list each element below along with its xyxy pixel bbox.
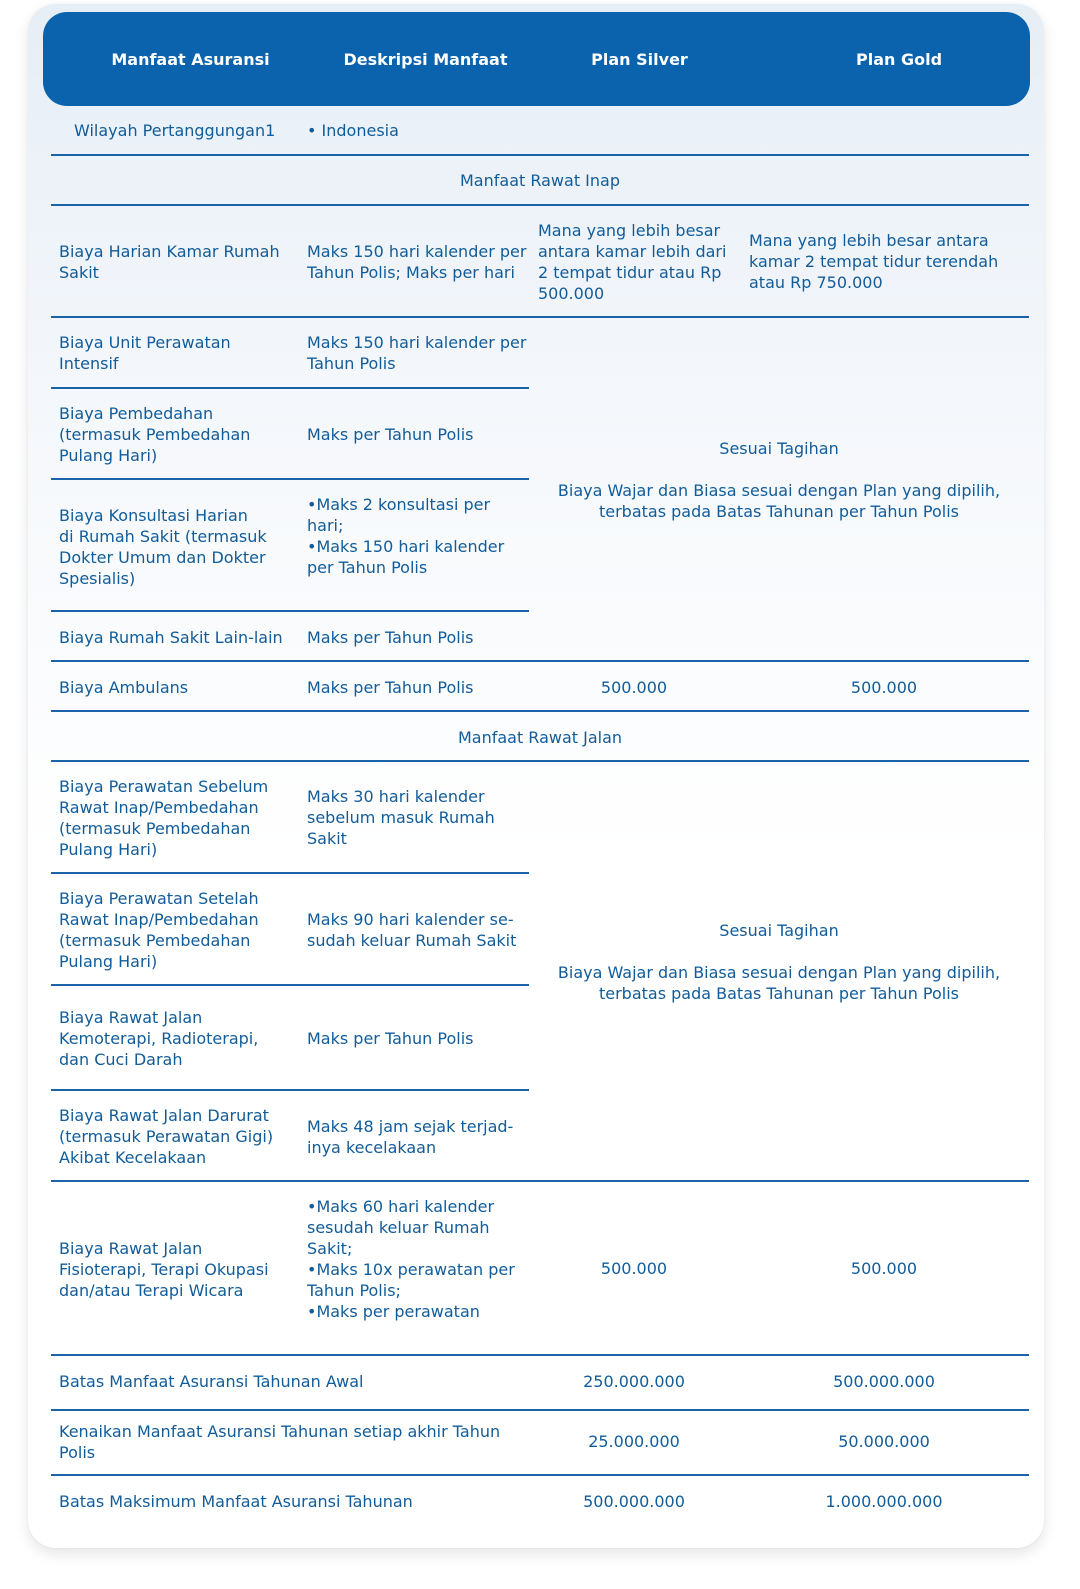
konsul-label-line: Spesialis) [59, 569, 136, 588]
merged-inap-note-line: terbatas pada Batas Tahunan per Tahun Polis [598, 502, 960, 521]
divider [51, 387, 529, 389]
kemo-label-line: dan Cuci Darah [59, 1050, 183, 1069]
sebelum-label-line: (termasuk Pembedahan [59, 819, 251, 838]
divider [51, 1409, 1029, 1411]
batas-max-label: Batas Maksimum Manfaat Asuransi Tahunan [59, 1492, 413, 1511]
icu-desc-line: Tahun Polis [307, 354, 396, 373]
kemo-label-line: Kemoterapi, Radioterapi, [59, 1029, 259, 1048]
batas-awal-label: Batas Manfaat Asuransi Tahunan Awal [59, 1372, 364, 1391]
divider [51, 760, 1029, 762]
kenaikan-label [59, 1421, 500, 1463]
divider [51, 1354, 1029, 1356]
darurat-desc [307, 1116, 513, 1158]
wilayah-label: Wilayah Pertanggungan1 [74, 121, 276, 140]
bedah-desc: Maks per Tahun Polis [307, 425, 474, 444]
icu-desc-line: Maks 150 hari kalender per [307, 333, 527, 352]
kamar-silver-line: 500.000 [538, 284, 605, 303]
divider [51, 204, 1029, 206]
fisio-label-line: Biaya Rawat Jalan [59, 1239, 203, 1258]
merged-inap-title: Sesuai Tagihan [719, 439, 839, 458]
ambulans-label: Biaya Ambulans [59, 678, 189, 697]
merged-jalan-note [529, 962, 1029, 1004]
konsul-desc-line: hari; [307, 516, 344, 535]
kamar-silver-line: Mana yang lebih besar [538, 221, 721, 240]
darurat-label-line: Biaya Rawat Jalan Darurat [59, 1106, 269, 1125]
divider [51, 478, 529, 480]
setelah-label-line: Biaya Perawatan Setelah [59, 889, 259, 908]
kamar-gold-line: kamar 2 tempat tidur terendah [749, 252, 999, 271]
wilayah-value: • Indonesia [307, 121, 399, 140]
fisio-silver: 500.000 [600, 1259, 668, 1278]
icu-label-line: Intensif [59, 354, 119, 373]
kemo-label-line: Biaya Rawat Jalan [59, 1008, 203, 1027]
darurat-desc-line: inya kecelakaan [307, 1138, 437, 1157]
table-header [43, 12, 1030, 106]
merged-jalan-note-line: terbatas pada Batas Tahunan per Tahun Polis [598, 984, 960, 1003]
kenaikan-label-line: Polis [59, 1443, 96, 1462]
merged-jalan-note-line: Biaya Wajar dan Biasa sesuai dengan Plan yang dipilih, [557, 963, 1001, 982]
merged-inap-note-line: Biaya Wajar dan Biasa sesuai dengan Plan yang dipilih, [557, 481, 1001, 500]
sebelum-desc-line: sebelum masuk Rumah [307, 808, 495, 827]
divider [51, 1180, 1029, 1182]
kamar-silver-line: 2 tempat tidur atau Rp [538, 263, 722, 282]
setelah-desc-line: Maks 90 hari kalender se- [307, 910, 514, 929]
sebelum-label-line: Rawat Inap/Pembedahan [59, 798, 259, 817]
bedah-label-line: Pulang Hari) [59, 446, 158, 465]
lain-label: Biaya Rumah Sakit Lain-lain [59, 628, 283, 647]
ambulans-desc: Maks per Tahun Polis [307, 678, 474, 697]
divider [51, 710, 1029, 712]
fisio-label-line: Fisioterapi, Terapi Okupasi [59, 1260, 269, 1279]
konsul-desc [307, 494, 504, 578]
fisio-desc-line: Tahun Polis; [307, 1281, 401, 1300]
darurat-label-line: (termasuk Perawatan Gigi) [59, 1127, 274, 1146]
fisio-gold: 500.000 [850, 1259, 918, 1278]
kamar-silver [538, 220, 726, 304]
setelah-label-line: Rawat Inap/Pembedahan [59, 910, 259, 929]
kamar-label-line: Biaya Harian Kamar Rumah [59, 242, 280, 261]
merged-jalan-title: Sesuai Tagihan [719, 921, 839, 940]
konsul-label [59, 505, 267, 589]
setelah-label-line: (termasuk Pembedahan [59, 931, 251, 950]
fisio-desc-line: •Maks 10x perawatan per [307, 1260, 515, 1279]
fisio-desc [307, 1196, 515, 1322]
sebelum-label-line: Biaya Perawatan Sebelum [59, 777, 269, 796]
icu-label [59, 332, 231, 374]
ambulans-gold: 500.000 [850, 678, 918, 697]
divider [51, 610, 529, 612]
bedah-label-line: Biaya Pembedahan [59, 404, 214, 423]
setelah-label-line: Pulang Hari) [59, 952, 158, 971]
merged-inap-note [529, 480, 1029, 522]
kamar-desc [307, 241, 526, 283]
konsul-label-line: Biaya Konsultasi Harian [59, 506, 248, 525]
fisio-label [59, 1238, 269, 1301]
section-rawat-inap: Manfaat Rawat Inap [460, 171, 620, 190]
fisio-desc-line: •Maks per perawatan [307, 1302, 480, 1321]
setelah-desc [307, 909, 516, 951]
darurat-desc-line: Maks 48 jam sejak terjad- [307, 1117, 514, 1136]
kamar-desc-line: Tahun Polis; Maks per hari [307, 263, 515, 282]
icu-desc [307, 332, 526, 374]
kamar-gold-line: atau Rp 750.000 [749, 273, 883, 292]
fisio-desc-line: sesudah keluar Rumah [307, 1218, 490, 1237]
divider [51, 316, 1029, 318]
header-deskripsi-manfaat: Deskripsi Manfaat [343, 49, 508, 69]
icu-label-line: Biaya Unit Perawatan [59, 333, 231, 352]
kamar-silver-line: antara kamar lebih dari [538, 242, 727, 261]
setelah-label [59, 888, 259, 972]
batas-max-gold: 1.000.000.000 [825, 1492, 943, 1511]
divider [51, 1089, 529, 1091]
kemo-desc: Maks per Tahun Polis [307, 1029, 474, 1048]
darurat-label-line: Akibat Kecelakaan [59, 1148, 207, 1167]
batas-awal-gold: 500.000.000 [833, 1372, 935, 1391]
header-plan-gold: Plan Gold [855, 49, 943, 69]
divider [51, 984, 529, 986]
ambulans-silver: 500.000 [600, 678, 668, 697]
fisio-label-line: dan/atau Terapi Wicara [59, 1281, 244, 1300]
kenaikan-silver: 25.000.000 [588, 1432, 680, 1451]
batas-max-silver: 500.000.000 [583, 1492, 685, 1511]
konsul-label-line: Dokter Umum dan Dokter [59, 548, 266, 567]
kemo-label [59, 1007, 258, 1070]
divider [51, 660, 1029, 662]
header-plan-silver: Plan Silver [591, 49, 688, 69]
kamar-label-line: Sakit [59, 263, 99, 282]
konsul-desc-line: •Maks 150 hari kalender [307, 537, 505, 556]
bedah-label [59, 403, 250, 466]
fisio-desc-line: •Maks 60 hari kalender [307, 1197, 495, 1216]
sebelum-label [59, 776, 268, 860]
kenaikan-gold: 50.000.000 [838, 1432, 930, 1451]
batas-awal-silver: 250.000.000 [583, 1372, 685, 1391]
kamar-desc-line: Maks 150 hari kalender per [307, 242, 527, 261]
kamar-label [59, 241, 280, 283]
konsul-desc-line: per Tahun Polis [307, 558, 428, 577]
divider [51, 1474, 1029, 1476]
header-manfaat-asuransi: Manfaat Asuransi [111, 49, 270, 69]
fisio-desc-line: Sakit; [307, 1239, 353, 1258]
kamar-gold [749, 230, 998, 293]
kamar-gold-line: Mana yang lebih besar antara [749, 231, 989, 250]
darurat-label [59, 1105, 273, 1168]
section-rawat-jalan: Manfaat Rawat Jalan [457, 728, 623, 747]
divider [51, 154, 1029, 156]
lain-desc: Maks per Tahun Polis [307, 628, 474, 647]
sebelum-desc-line: Sakit [307, 829, 347, 848]
bedah-label-line: (termasuk Pembedahan [59, 425, 251, 444]
setelah-desc-line: sudah keluar Rumah Sakit [307, 931, 517, 950]
sebelum-label-line: Pulang Hari) [59, 840, 158, 859]
konsul-label-line: di Rumah Sakit (termasuk [59, 527, 267, 546]
sebelum-desc-line: Maks 30 hari kalender [307, 787, 485, 806]
kenaikan-label-line: Kenaikan Manfaat Asuransi Tahunan setiap akhir Tahun [59, 1422, 501, 1441]
divider [51, 872, 529, 874]
sebelum-desc [307, 786, 495, 849]
konsul-desc-line: •Maks 2 konsultasi per [307, 495, 491, 514]
